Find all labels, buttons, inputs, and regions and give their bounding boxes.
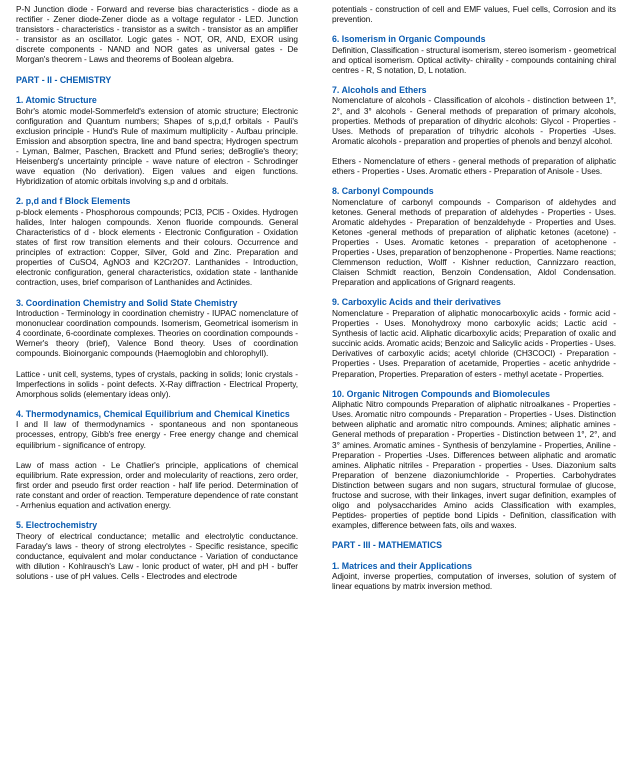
physics-electronics-paragraph: P-N Junction diode - Forward and reverse bias characteristics - diode as a rectifier - Zener diode-Zener diode as a voltage regulator - LED. Junction transistors - characteristics - transistor as a switch - transistor as an amplifier - transistor as an oscillator. Logic gates - NOT, OR, AND, EXOR using discrete components - NAND and NOR gates as universal gates - De Morgan's theorem - Laws and theorems of Boolean algebra. xyxy=(16,4,298,65)
left-column xyxy=(16,4,298,581)
atomic-structure-heading: 1. Atomic Structure xyxy=(16,95,97,106)
thermodynamics-heading: 4. Thermodynamics, Chemical Equilibrium and Chemical Kinetics xyxy=(16,408,290,419)
solid-state-text: Lattice - unit cell, systems, types of crystals, packing in solids; Ionic crystals - Imperfections in solids - point defects. X-Ray diffraction - Electrical Property, Amorphous solids (elementary ideas only). xyxy=(16,368,298,399)
carbonyl-compounds-text: Nomenclature of carbonyl compounds - Comparison of aldehydes and ketones. General methods of preparation of aldehydes - Properties - Uses. Aromatic aldehydes - Preparation of benzaldehyde - Properties and Uses. Ketones -general methods of preparation of aliphatic ketones (acetone) - Properties - Uses. Aromatic ketones - preparation of acetophenone - Properties - Uses, preparation of benzophenone - Properties. Name reactions; Clemmenson reduction, Wolff - Kishner reduction, Cannizzaro reaction, Claisen Schmidt reaction, Benzoin Condensation, Aldol Condensation. Preparation and applications of Grignard reagents. xyxy=(332,196,616,288)
right-column xyxy=(332,4,616,592)
alcohols-text: Nomenclature of alcohols - Classification of alcohols - distinction between 1°, 2°, and 3° alcohols - General methods of preparation of primary alcohols, properties. Methods of preparation of dihydric alcohols: Glycol - Properties - Uses. Methods of preparation of trihydric alcohols - Properties -Uses. Aromatic alcohols - preparation and properties of phenols and benzyl alcohol. xyxy=(332,95,616,146)
isomerism-text: Definition, Classification - structural isomerism, stereo isomerism - geometrical and optical isomerism. Optical activity- chirality - compounds containing chiral centres - R, S notation, D, L notation. xyxy=(332,44,616,75)
atomic-structure-text: Bohr's atomic model-Sommerfeld's extension of atomic structure; Electronic configuration and Quantum numbers; Shapes of s,p,d,f orbitals - Pauli's exclusion principle - Hund's Rule of maximum multiplicity - Aufbau principle. Emission and absorption spectra, line and band spectra; Hydrogen spectrum - Lyman, Balmer, Paschen, Brackett and Pfund series; deBroglie's theory; Heisenberg's uncertainty principle - wave nature of electron - Schrodinger wave equation (No derivation). Eigen values and eigen functions. Hybridization of atomic orbitals involving s,p and d orbitals. xyxy=(16,105,298,187)
matrices-text: Adjoint, inverse properties, computation of inverses, solution of system of linear equations by matrix inversion method. xyxy=(332,571,616,592)
isomerism-heading: 6. Isomerism in Organic Compounds xyxy=(332,34,486,45)
alcohols-ethers-heading: 7. Alcohols and Ethers xyxy=(332,84,427,95)
thermodynamics-text: I and II law of thermodynamics - spontaneous and non spontaneous processes, entropy, Gibb's free energy - Free energy change and chemical equilibrium - significance of entropy. xyxy=(16,419,298,450)
organic-nitrogen-text: Aliphatic Nitro compounds Preparation of aliphatic nitroalkanes - Properties - Uses. Aromatic nitro compounds - Preparation - Properties - Uses. Distinction between aliphatic and aromatic nitro compounds. Amines; aliphatic amines - General methods of preparation - Properties - Distinction between 1°, 2°, and 3° amines. Aromatic amines - Synthesis of benzylamine - Properties, Aniline - Preparation - Properties -Uses. Differences between aliphatic and aromatic amines. Aliphatic nitriles - Preparation - properties - Uses. Diazonium salts Preparation of benzene diazoniumchloride - Properties. Carbohydrates Distinction between sugars and non sugars, structural formulae of glucose, fructose and sucrose, with their linkages, invert sugar definition, examples of oligo and polysaccharides Amino acids Classification with examples, Peptides- properties of peptide bond Lipids - Definition, classification with examples, difference between fats, oils and waxes. xyxy=(332,399,616,531)
organic-nitrogen-heading: 10. Organic Nitrogen Compounds and Biomolecules xyxy=(332,388,550,399)
electrochemistry-text: Theory of electrical conductance; metallic and electrolytic conductance. Faraday's laws - theory of strong electrolytes - Specific resistance, specific conductance, equivalent and molar conductance - Variation of conductance with dilution - Kohlrausch's Law - Ionic product of water, pH and pH - buffer solutions - use of pH values. Cells - Electrodes and electrode xyxy=(16,530,298,581)
matrices-heading: 1. Matrices and their Applications xyxy=(332,560,472,571)
carboxylic-acids-heading: 9. Carboxylic Acids and their derivatives xyxy=(332,297,501,308)
carboxylic-acids-text: Nomenclature - Preparation of aliphatic monocarboxylic acids - formic acid - Properties - Uses. Monohydroxy mono carboxylic acids; Lactic acid - Synthesis of lactic acid. Aliphatic dicarboxylic acids; Preparation of oxalic and succinic acids. Aromatic acids; Benzoic and Salicylic acids - Properties - Uses. Derivatives of carboxylic acids; acetyl chloride (CH3COCl) - Preparation - Properties - Uses. Preparation of acetamide, Properties - acetic anhydride - Preparation, Properties. Preparation of esters - methyl acetate - Properties. xyxy=(332,307,616,379)
part-iii-mathematics-heading: PART - III - MATHEMATICS xyxy=(332,540,442,551)
electrochemistry-heading: 5. Electrochemistry xyxy=(16,520,98,531)
carbonyl-compounds-heading: 8. Carbonyl Compounds xyxy=(332,186,434,197)
part-ii-chemistry-heading: PART - II - CHEMISTRY xyxy=(16,74,112,85)
coordination-chemistry-heading: 3. Coordination Chemistry and Solid State Chemistry xyxy=(16,297,238,308)
coordination-chemistry-text: Introduction - Terminology in coordination chemistry - IUPAC nomenclature of mononuclear coordination compounds. Isomerism, Geometrical isomerism in 4 coordinate, 6-coordinate complexes. Theories on coordination compounds - Werner's theory (brief), Valence Bond theory. Uses of coordination compounds. Bioinorganic compounds (Haemoglobin and chlorophyll). xyxy=(16,308,298,359)
electrochemistry-continued-text: potentials - construction of cell and EMF values, Fuel cells, Corrosion and its prevention. xyxy=(332,4,616,25)
ethers-text: Ethers - Nomenclature of ethers - general methods of preparation of aliphatic ethers - Properties - Uses. Aromatic ethers - Preparation of Anisole - Uses. xyxy=(332,155,616,177)
pdf-block-heading: 2. p,d and f Block Elements xyxy=(16,196,131,207)
pdf-block-text: p-block elements - Phosphorous compounds; PCl3, PCl5 - Oxides. Hydrogen halides, Inter halogen compounds. Xenon fluoride compounds. General Characteristics of d - block elements - Electronic Configuration - Oxidation states of first row transition elements and their colours. Occurrence and principles of extraction: Copper, Silver, Gold and Zinc. Preparation and properties of CuSO4, AgNO3 and K2Cr2O7. Lanthanides - Introduction, electronic configuration, general characteristics, oxidation state - lanthanide contraction, uses, brief comparison of Lanthanides and Actinides. xyxy=(16,206,298,288)
kinetics-text: Law of mass action - Le Chatlier's principle, applications of chemical equilibrium. Rate expression, order and molecularity of reactions, zero order, first order and pseudo first order reaction - half life period. Determination of rate constant and order of reaction. Temperature dependence of rate constant - Arrhenius equation and activation energy. xyxy=(16,459,298,510)
